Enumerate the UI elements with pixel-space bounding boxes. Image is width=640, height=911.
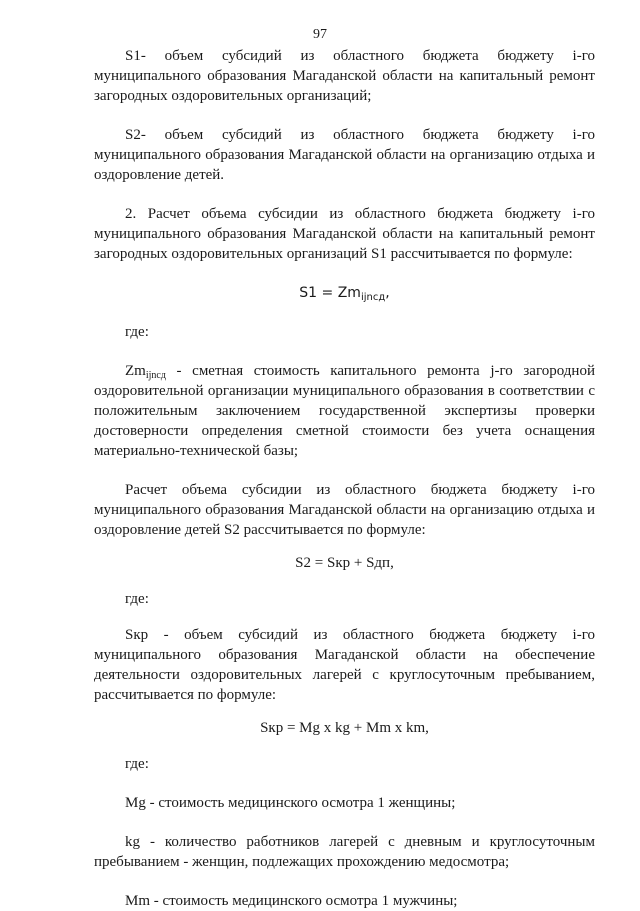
zm-subscript: ijnсд (145, 370, 166, 381)
where-label-1: где: (125, 324, 149, 340)
formula-s2: S2 = Sкр + Sдп, (295, 555, 394, 571)
mm-definition: Mm - стоимость медицинского осмотра 1 мужчины; (125, 893, 458, 909)
s2-calculation-paragraph: Расчет объема субсидии из областного бюджета бюджету i-го муниципального образования Магаданской области на организацию отдыха и оздоровление детей S2 рассчитывается по формуле: (94, 482, 595, 538)
formula-s1-tail: , (385, 285, 390, 301)
formula-skr: Sкр = Mg x kg + Mm x km, (260, 720, 429, 736)
formula-s1-subscript: ijnсд (360, 292, 386, 303)
zm-symbol: Zm (125, 363, 146, 379)
zm-definition-text: - сметная стоимость капитального ремонта j-го загородной оздоровительной организации муниципального образования в соответствии с положительным заключением государственной экспертизы проверки достоверности определения сметной стоимости без учета оснащения материально-технической базы; (94, 363, 595, 459)
page-number: 97 (313, 27, 327, 42)
item-2-paragraph: 2. Расчет объема субсидии из областного бюджета бюджету i-го муниципального образования Магаданской области на капитальный ремонт загородных оздоровительных организаций S1 рассчитывается по формуле: (94, 206, 595, 262)
s2-definition: S2- объем субсидий из областного бюджета бюджету i-го муниципального образования Магаданской области на организацию отдыха и оздоровление детей. (94, 127, 595, 183)
kg-definition: kg - количество работников лагерей с дневным и круглосуточным пребыванием - женщин, подлежащих прохождению медосмотра; (94, 834, 595, 870)
document-body (94, 46, 595, 911)
formula-s1-main: S1 = Zm (299, 285, 361, 301)
zm-definition (94, 361, 595, 461)
s1-definition: S1- объем субсидий из областного бюджета бюджету i-го муниципального образования Магаданской области на капитальный ремонт загородных оздоровительных организаций; (94, 48, 595, 104)
skr-definition: Sкр - объем субсидий из областного бюджета бюджету i-го муниципального образования Магаданской области на обеспечение деятельности оздоровительных лагерей с круглосуточным пребыванием, рассчитывается по формуле: (94, 627, 595, 703)
formula-s1 (94, 283, 595, 303)
where-label-2: где: (125, 591, 149, 607)
where-label-3: где: (125, 756, 149, 772)
mg-definition: Mg - стоимость медицинского осмотра 1 женщины; (125, 795, 456, 811)
